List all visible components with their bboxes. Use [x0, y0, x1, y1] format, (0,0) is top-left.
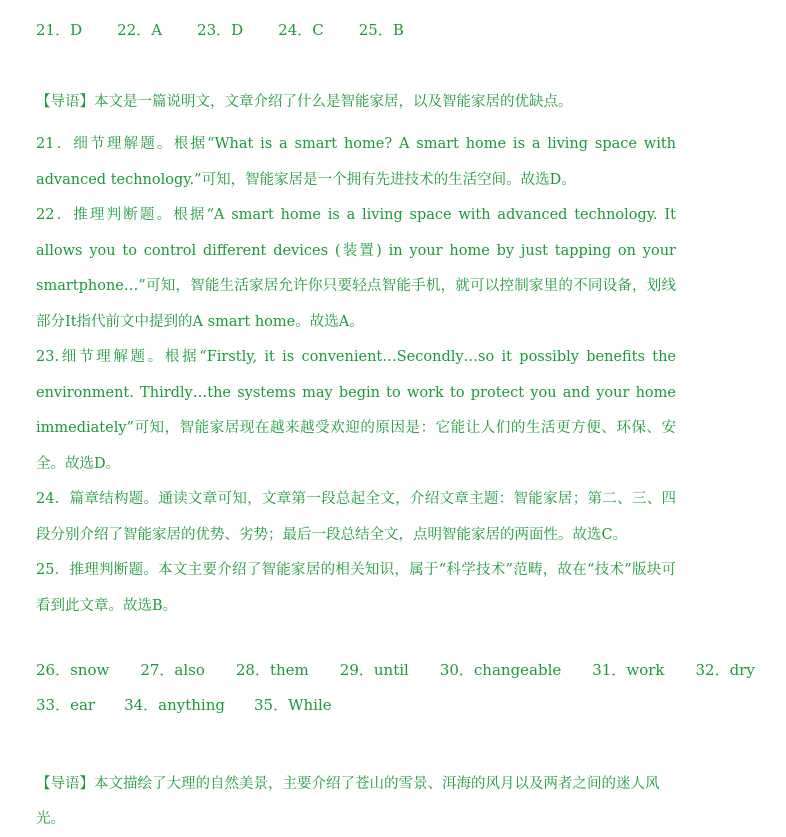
answer-22: 22．A — [117, 21, 163, 39]
answer-29: 29．until — [339, 661, 409, 679]
answer-21: 21．D — [36, 21, 83, 39]
answer-31: 31．work — [592, 661, 665, 679]
answer-27: 27．also — [140, 661, 205, 679]
explanation-23: 23.细节理解题。根据“Firstly, it is convenient…Secondly…so it possibly benefits the environment. Thirdly…the systems may begin to work to protect you and your home immediately”可知，智能家居现在越来越受欢迎的原因是：它能让人们的生活更方便、环保、安全。故选D。 — [36, 349, 676, 472]
answer-34: 34．anything — [124, 696, 225, 714]
explanation-25: 25．推理判断题。本文主要介绍了智能家居的相关知识，属于“科学技术”范畴，故在“技术”版块可看到此文章。故选B。 — [36, 562, 676, 614]
answer-32: 32．dry — [695, 661, 755, 679]
explanation-21: 21．细节理解题。根据“What is a smart home? A smart home is a living space with advanced technology.”可知，智能家居是一个拥有先进技术的生活空间。故选D。 — [36, 136, 676, 188]
answer-25: 25．B — [358, 21, 404, 39]
answer-35: 35．While — [254, 696, 332, 714]
explanation-24: 24．篇章结构题。通读文章可知，文章第一段总起全文，介绍文章主题：智能家居；第二、三、四段分别介绍了智能家居的优势、劣势；最后一段总结全文，点明智能家居的两面性。故选C。 — [36, 491, 676, 543]
answers-row-21-25 — [36, 20, 439, 40]
passage1-intro: 【导语】本文是一篇说明文，文章介绍了什么是智能家居，以及智能家居的优缺点。 — [36, 94, 573, 110]
passage1-explanations — [36, 127, 676, 624]
answer-33: 33．ear — [36, 696, 96, 714]
answer-24: 24．C — [278, 21, 324, 39]
answers-row-26-32 — [36, 660, 786, 680]
answer-23: 23．D — [197, 21, 244, 39]
passage2-intro: 【导语】本文描绘了大理的自然美景，主要介绍了苍山的雪景、洱海的风月以及两者之间的迷人风光。 — [36, 776, 660, 827]
answer-30: 30．changeable — [439, 661, 562, 679]
answers-row-33-35 — [36, 695, 361, 715]
answer-28: 28．them — [235, 661, 309, 679]
answer-26: 26．snow — [36, 661, 110, 679]
explanation-22: 22．推理判断题。根据“A smart home is a living space with advanced technology. It allows you to control different devices (装置) in your home by just tapping on your smartphone…”可知，智能生活家居允许你只要轻点智能手机，就可以控制家里的不同设备，划线部分It指代前文中提到的A smart home。故选A。 — [36, 207, 676, 330]
